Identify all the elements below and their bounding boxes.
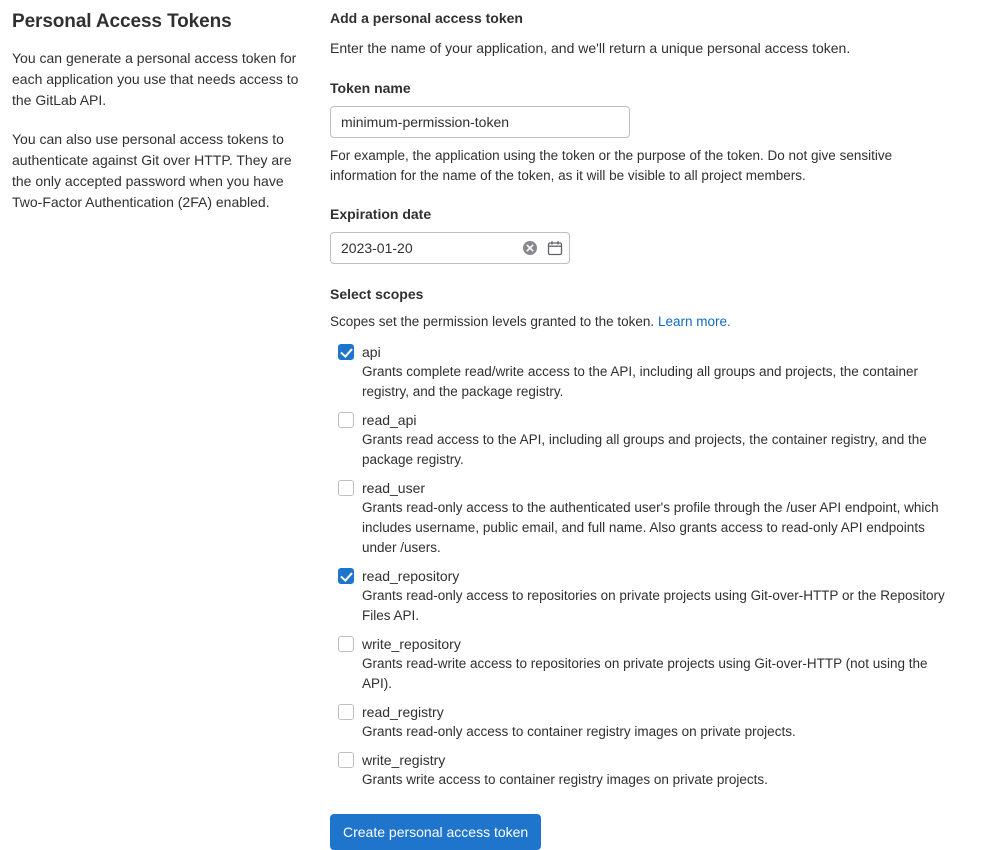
scope-label-api[interactable]: api bbox=[362, 344, 381, 360]
expiration-date-label: Expiration date bbox=[330, 206, 432, 222]
scope-item-api bbox=[330, 342, 954, 402]
token-name-label: Token name bbox=[330, 80, 411, 96]
scope-description-write_repository: Grants read-write access to repositories on private projects using Git-over-HTTP (not using the API). bbox=[362, 656, 928, 691]
scope-checkbox-write_registry[interactable] bbox=[338, 752, 354, 768]
scope-description-read_api: Grants read access to the API, including all groups and projects, the container registry, and the package registry. bbox=[362, 432, 927, 467]
scope-checkbox-api[interactable] bbox=[338, 344, 354, 360]
scope-item-read_user bbox=[330, 478, 954, 558]
scope-item-read_api bbox=[330, 410, 954, 470]
token-name-input[interactable] bbox=[330, 106, 630, 138]
scope-description-read_user: Grants read-only access to the authenticated user's profile through the /user API endpoint, which includes username, public email, and full name. Also grants access to read-only API endpoints under /users. bbox=[362, 500, 939, 555]
scope-label-read_api[interactable]: read_api bbox=[362, 412, 417, 428]
calendar-icon[interactable] bbox=[547, 240, 563, 256]
scope-description-read_repository: Grants read-only access to repositories on private projects using Git-over-HTTP or the Repository Files API. bbox=[362, 588, 945, 623]
scopes-label: Select scopes bbox=[330, 286, 424, 302]
token-name-help: For example, the application using the token or the purpose of the token. Do not give sensitive information for the name of the token, as it will be visible to all project members. bbox=[330, 148, 893, 183]
scope-description-api: Grants complete read/write access to the API, including all groups and projects, the container registry, and the package registry. bbox=[362, 364, 919, 399]
scope-checkbox-read_registry[interactable] bbox=[338, 704, 354, 720]
token-form bbox=[330, 8, 970, 850]
scope-checkbox-read_api[interactable] bbox=[338, 412, 354, 428]
scope-checkbox-read_repository[interactable] bbox=[338, 568, 354, 584]
scope-item-write_repository bbox=[330, 634, 954, 694]
form-heading: Add a personal access token bbox=[330, 10, 523, 26]
expiration-date-input[interactable] bbox=[341, 240, 522, 256]
form-description: Enter the name of your application, and we'll return a unique personal access token. bbox=[330, 40, 851, 56]
intro-paragraph-2: You can also use personal access tokens to authenticate against Git over HTTP. They are the only accepted password when you have Two-Factor Authentication (2FA) enabled. bbox=[12, 131, 292, 210]
scopes-list bbox=[330, 342, 954, 790]
create-personal-access-token-button[interactable]: Create personal access token bbox=[330, 814, 541, 850]
clear-circle-icon[interactable] bbox=[522, 240, 538, 256]
scope-item-read_repository bbox=[330, 566, 954, 626]
scope-label-write_registry[interactable]: write_registry bbox=[362, 752, 446, 768]
scope-label-read_repository[interactable]: read_repository bbox=[362, 568, 460, 584]
intro-paragraph-1: You can generate a personal access token for each application you use that needs access to the GitLab API. bbox=[12, 50, 299, 108]
scope-checkbox-read_user[interactable] bbox=[338, 480, 354, 496]
scopes-learn-more-link[interactable]: Learn more. bbox=[657, 314, 731, 329]
scope-description-read_registry: Grants read-only access to container registry images on private projects. bbox=[362, 724, 796, 739]
scope-item-read_registry bbox=[330, 702, 954, 742]
expiration-date-field[interactable] bbox=[330, 232, 570, 264]
scope-label-write_repository[interactable]: write_repository bbox=[362, 636, 461, 652]
intro-panel bbox=[0, 8, 330, 850]
scopes-section bbox=[330, 284, 954, 850]
page-title: Personal Access Tokens bbox=[12, 11, 232, 32]
scope-item-write_registry bbox=[330, 750, 954, 790]
scope-label-read_user[interactable]: read_user bbox=[362, 480, 426, 496]
scopes-description-text: Scopes set the permission levels granted to the token. bbox=[330, 314, 655, 329]
scope-checkbox-write_repository[interactable] bbox=[338, 636, 354, 652]
scope-description-write_registry: Grants write access to container registry images on private projects. bbox=[362, 772, 768, 787]
scope-label-read_registry[interactable]: read_registry bbox=[362, 704, 444, 720]
scopes-description bbox=[330, 312, 954, 332]
